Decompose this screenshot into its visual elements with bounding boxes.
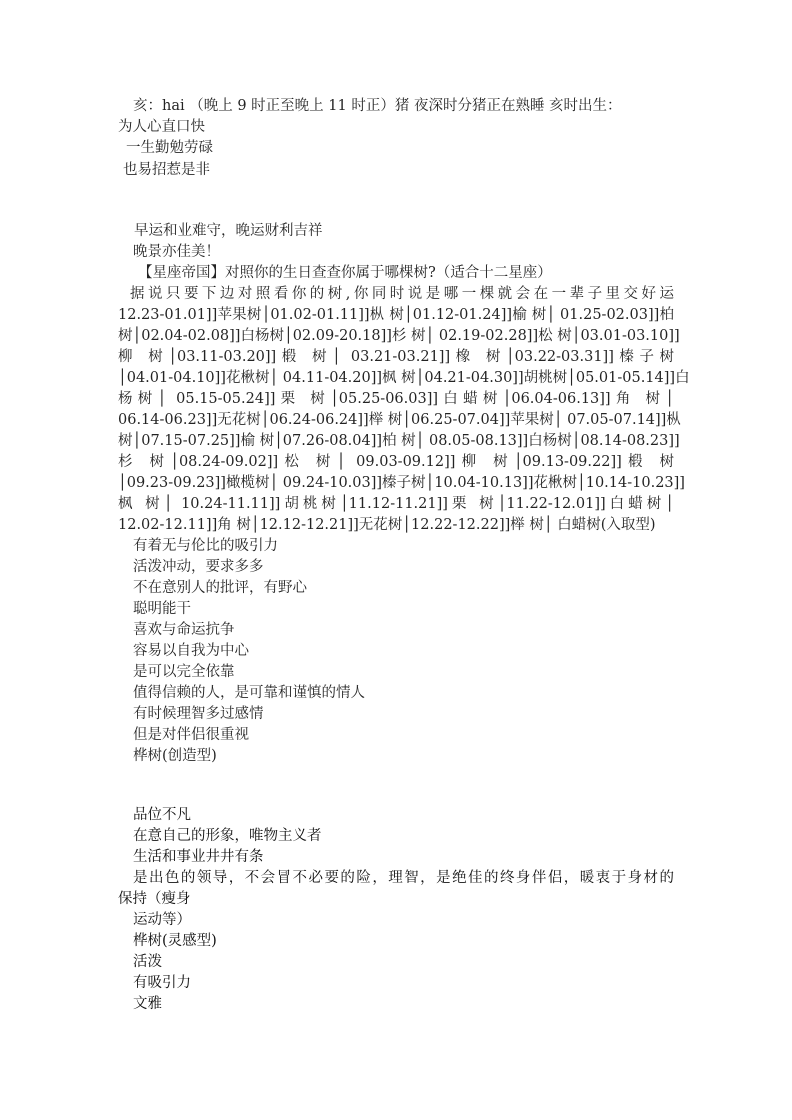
tree-line-2: 树│02.04-02.08]]白杨树│02.09-20.18]]杉 树│ 02.19-02.28]]松 树│03.01-03.10]] <box>118 328 680 344</box>
traits2-para-line-1: 是出色的领导，不会冒不必要的险，理智，是绝佳的终身伴侣，暖衷于身材的 <box>133 870 674 886</box>
traits1-line-2: 不在意别人的批评，有野心 <box>133 580 307 596</box>
tree-heading: 【星座帝国】对照你的生日查查你属于哪棵树?（适合十二星座） <box>138 265 552 281</box>
traits2-after-line-2: 活泼 <box>133 954 162 970</box>
traits1-line-10: 桦树(创造型) <box>133 748 217 764</box>
traits1-line-6: 是可以完全依靠 <box>133 664 235 680</box>
traits1-line-7: 值得信赖的人，是可靠和谨慎的情人 <box>133 685 365 701</box>
luck-line-1: 早运和业难守，晚运财利吉祥 <box>134 223 323 239</box>
tree-line-1: 12.23-01.01]]苹果树│01.02-01.11]]枞 树│01.12-01.24]]榆 树│ 01.25-02.03]]柏 <box>118 307 674 323</box>
tree-line-5: 杨树│ 05.15-05.24]]栗 树│05.25-06.03]]白蜡树│06.04-06.13]]角 树│ <box>118 391 674 407</box>
traits2-line-0: 品位不凡 <box>133 807 191 823</box>
tree-line-7: 树│07.15-07.25]]榆 树│07.26-08.04]]柏 树│ 08.05-08.13]]白杨树│08.14-08.23]] <box>118 433 680 449</box>
tree-line-9: │09.23-09.23]]橄榄树│ 09.24-10.03]]榛子树│10.04-10.13]]花楸树│10.14-10.23]] <box>118 475 685 491</box>
traits1-line-4: 喜欢与命运抗争 <box>133 622 235 638</box>
traits1-line-9: 但是对伴侣很重视 <box>133 727 249 743</box>
hai-line-3: 一生勤勉劳碌 <box>126 140 213 156</box>
traits2-after-line-3: 有吸引力 <box>133 975 191 991</box>
tree-line-0: 据说只要下边对照看你的树,你同时说是哪一棵就会在一辈子里交好运 <box>130 286 674 302</box>
traits2-after-line-4: 文雅 <box>133 996 162 1012</box>
tree-line-6: 06.14-06.23]]无花树│06.24-06.24]]榉 树│06.25-07.04]]苹果树│ 07.05-07.14]]枞 <box>118 412 681 428</box>
tree-line-3: 柳 树│03.11-03.20]]椴 树│ 03.21-03.21]]橡 树│03.22-03.31]]榛子树 <box>118 349 674 365</box>
traits2-line-1: 在意自己的形象，唯物主义者 <box>133 828 322 844</box>
traits1-line-3: 聪明能干 <box>133 601 191 617</box>
tree-line-8: 杉 树│08.24-09.02]]松 树│ 09.03-09.12]]柳 树│09.13-09.22]]椴 树 <box>118 454 674 470</box>
tree-line-11: 12.02-12.11]]角 树│12.12-12.21]]无花树│12.22-12.22]]榉 树│ 白蜡树(入取型) <box>118 517 656 533</box>
traits1-line-1: 活泼冲动，要求多多 <box>133 559 264 575</box>
traits1-line-5: 容易以自我为中心 <box>133 643 249 659</box>
traits1-line-0: 有着无与伦比的吸引力 <box>133 538 278 554</box>
traits2-after-line-0: 运动等） <box>133 912 191 928</box>
hai-line-1: 亥：hai （晚上 9 时正至晚上 11 时正）猪 夜深时分猪正在熟睡 亥时出生： <box>133 98 622 114</box>
tree-line-10: 枫 树│ 10.24-11.11]]胡桃树│11.12-11.21]]栗 树│11.22-12.01]]白蜡树│ <box>118 496 674 512</box>
hai-line-4: 也易招惹是非 <box>123 162 210 178</box>
tree-line-4: │04.01-04.10]]花楸树│ 04.11-04.20]]枫 树│04.21-04.30]]胡桃树│05.01-05.14]]白 <box>118 370 690 386</box>
hai-line-2: 为人心直口快 <box>118 119 205 135</box>
traits2-line-2: 生活和事业井井有条 <box>133 849 264 865</box>
traits1-line-8: 有时候理智多过感情 <box>133 706 264 722</box>
traits2-after-line-1: 桦树(灵感型) <box>133 933 217 949</box>
traits2-para-line-2: 保持（瘦身 <box>118 891 191 907</box>
luck-line-2: 晚景亦佳美！ <box>133 244 220 260</box>
